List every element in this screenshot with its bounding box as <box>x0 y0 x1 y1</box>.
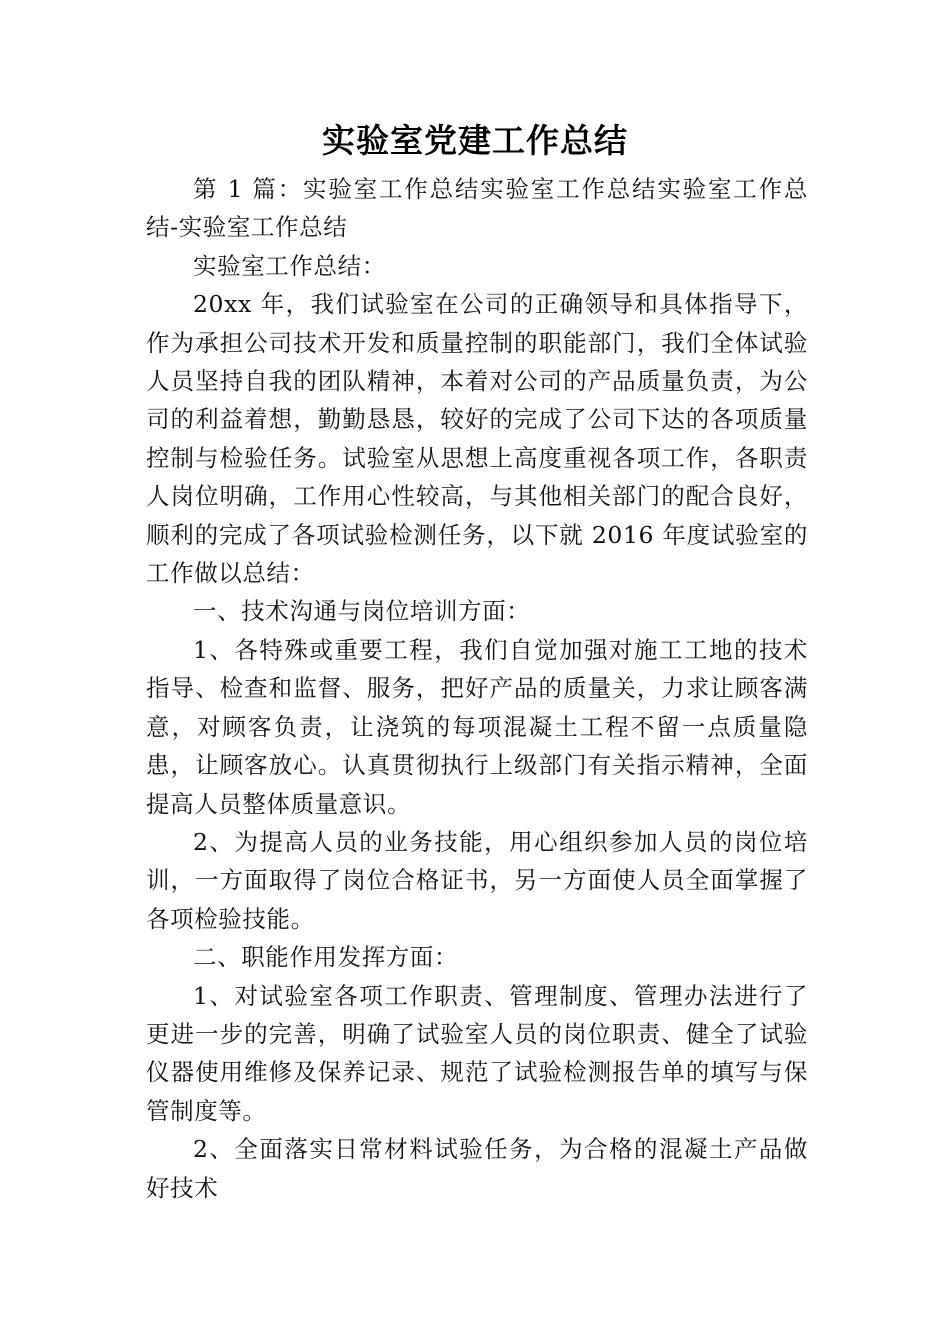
paragraph-function-item-2: 2、全面落实日常材料试验任务，为合格的混凝土产品做好技术 <box>146 1135 808 1202</box>
section-heading-function: 二、职能作用发挥方面： <box>193 943 459 972</box>
paragraph-training-item-2: 2、为提高人员的业务技能，用心组织参加人员的岗位培训，一方面取得了岗位合格证书，另一方面使人员全面掌握了各项检验技能。 <box>146 827 808 933</box>
document-title: 实验室党建工作总结 <box>322 121 628 160</box>
paragraph-function-item-1: 1、对试验室各项工作职责、管理制度、管理办法进行了更进一步的完善，明确了试验室人员的岗位职责、健全了试验仪器使用维修及保养记录、规范了试验检测报告单的填写与保管制度等。 <box>146 981 808 1125</box>
document-body <box>146 170 808 1207</box>
section-heading-training: 一、技术沟通与岗位培训方面： <box>193 597 531 626</box>
paragraph-heading-article: 第 1 篇：实验室工作总结实验室工作总结实验室工作总结-实验室工作总结 <box>146 175 808 242</box>
paragraph-intro: 20xx 年，我们试验室在公司的正确领导和具体指导下，作为承担公司技术开发和质量控制的职能部门，我们全体试验人员坚持自我的团队精神，本着对公司的产品质量负责，为公司的利益着想，勤勤恳恳，较好的完成了公司下达的各项质量控制与检验任务。试验室从思想上高度重视各项工作，各职责人岗位明确，工作用心性较高，与其他相关部门的配合良好，顺利的完成了各项试验检测任务，以下就 2016 年度试验室的工作做以总结： <box>146 290 808 588</box>
paragraph-summary-label: 实验室工作总结： <box>193 251 386 280</box>
paragraph-training-item-1: 1、各特殊或重要工程，我们自觉加强对施工工地的技术指导、检查和监督、服务，把好产品的质量关，力求让顾客满意，对顾客负责，让浇筑的每项混凝土工程不留一点质量隐患，让顾客放心。认真贯彻执行上级部门有关指示精神，全面提高人员整体质量意识。 <box>146 635 808 818</box>
